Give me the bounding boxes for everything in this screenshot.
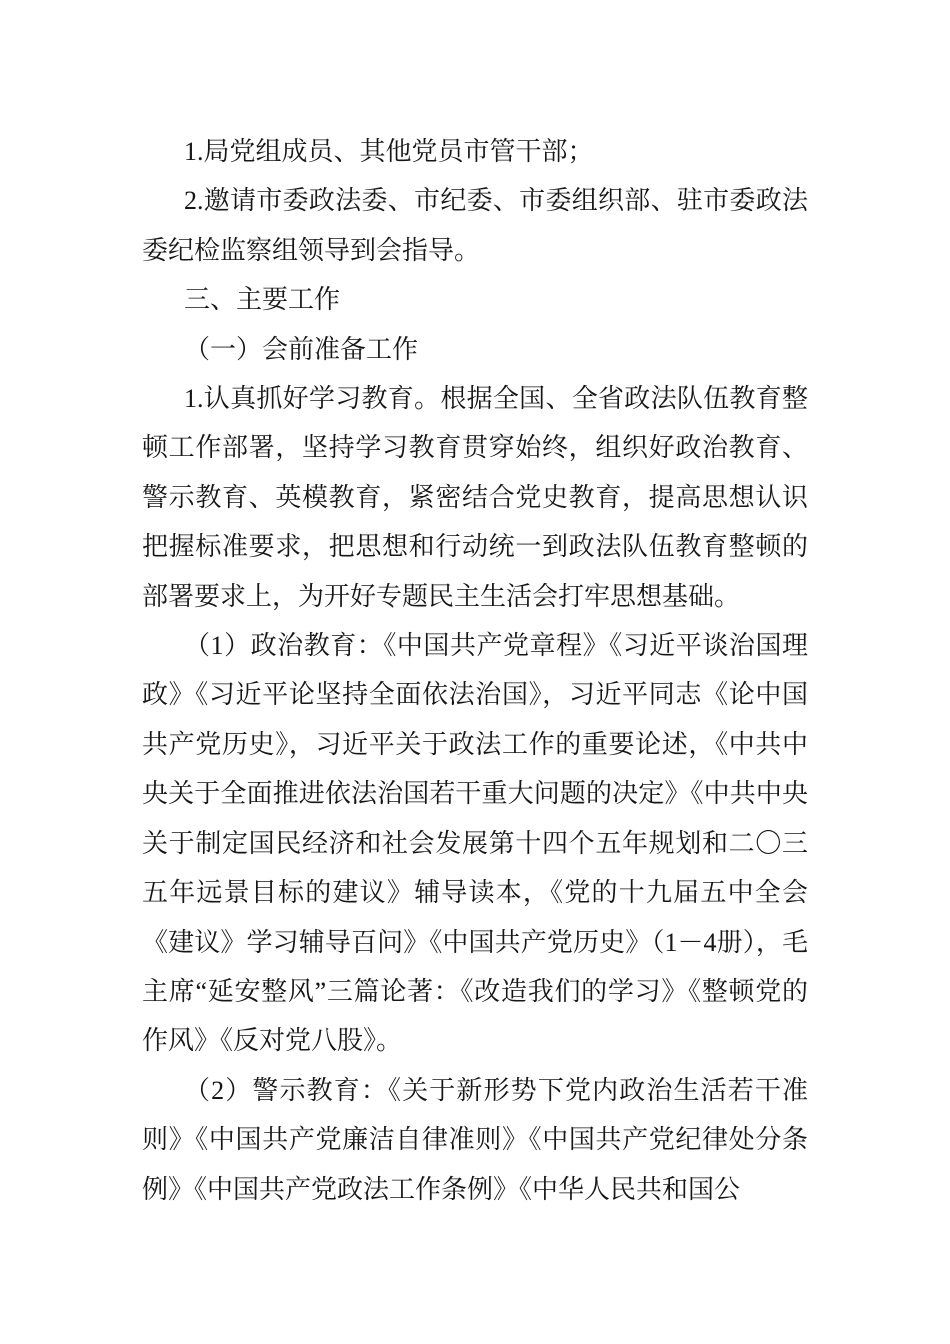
paragraph-political-education: （1）政治教育：《中国共产党章程》《习近平谈治国理政》《习近平论坚持全面依法治国》，习近平同志《论中国共产党历史》，习近平关于政法工作的重要论述，《中共中央关于全面推进依法治国若干重大问题的决定》《中共中央关于制定国民经济和社会发展第十四个五年规划和二〇三五年远景目标的建议》辅导读本，《党的十九届五中全会《建议》学习辅导百问》《中国共产党历史》（1－4册），毛主席“延安整风”三篇论著：《改造我们的学习》《整顿党的作风》《反对党八股》。 (142, 631, 808, 1056)
section-heading-main-work: 三、主要工作 (184, 285, 341, 315)
paragraph-study-education: 1.认真抓好学习教育。根据全国、全省政法队伍教育整顿工作部署，坚持学习教育贯穿始终，组织好政治教育、警示教育、英模教育，紧密结合党史教育，提高思想认识把握标准要求，把思想和行动统一到政法队伍教育整顿的部署要求上，为开好专题民主生活会打牢思想基础。 (142, 384, 808, 611)
subsection-heading-pre-meeting: （一）会前准备工作 (184, 334, 419, 364)
document-body (142, 127, 808, 1214)
paragraph-attendees-1: 1.局党组成员、其他党员市管干部； (184, 137, 594, 166)
paragraph-warning-education: （2）警示教育：《关于新形势下党内政治生活若干准则》《中国共产党廉洁自律准则》《中国共产党纪律处分条例》《中国共产党政法工作条例》《中华人民共和国公 (142, 1075, 808, 1204)
paragraph-attendees-2: 2.邀请市委政法委、市纪委、市委组织部、驻市委政法委纪检监察组领导到会指导。 (142, 186, 808, 265)
